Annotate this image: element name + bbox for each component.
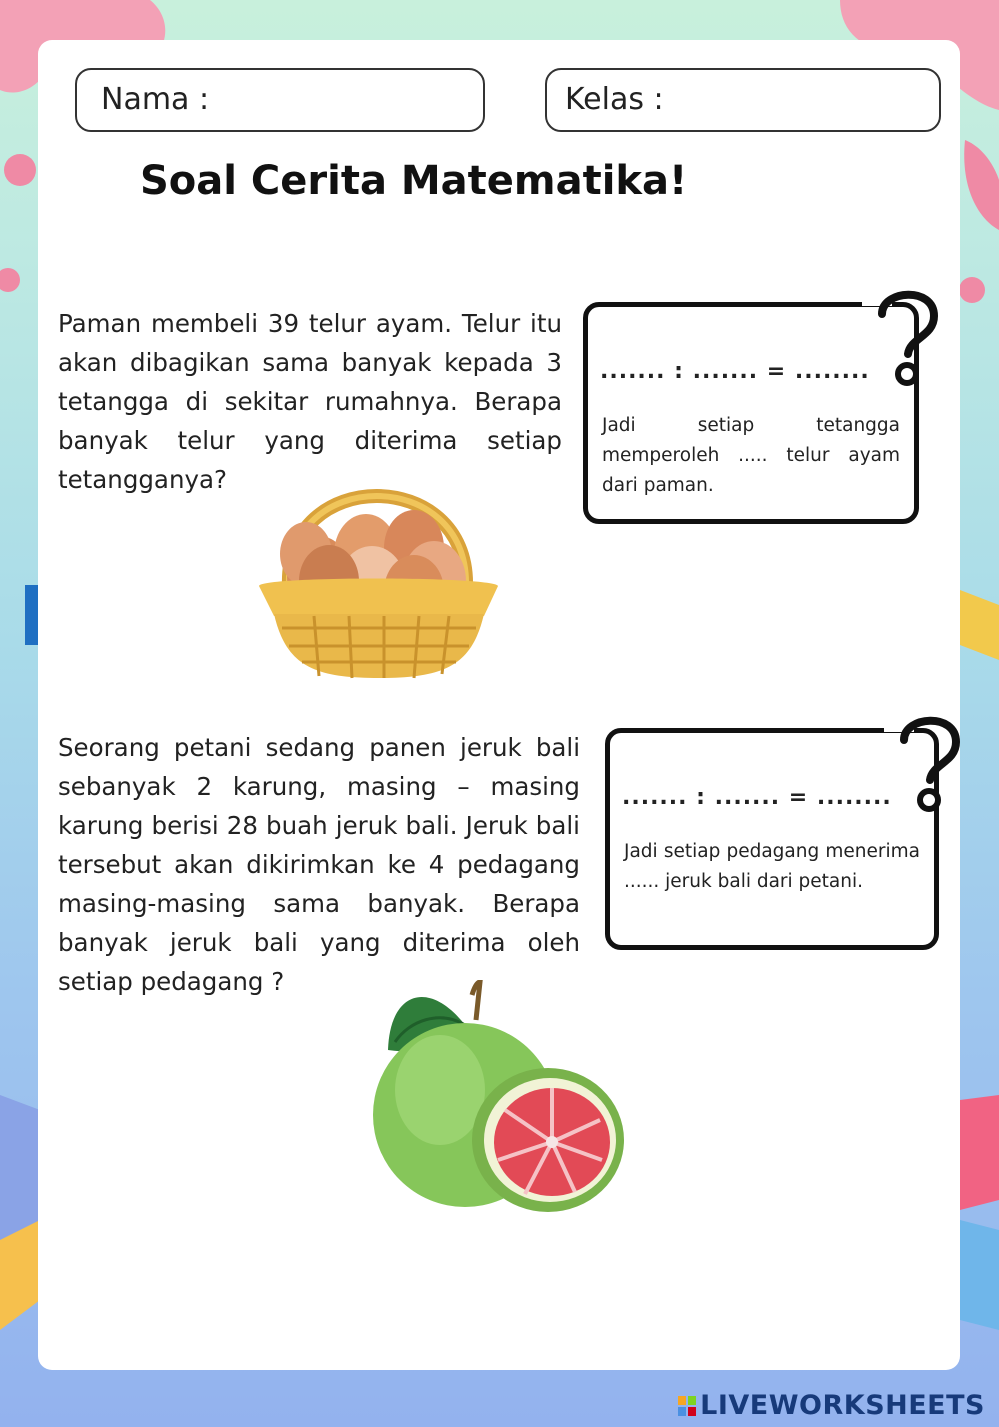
answer-statement-1[interactable]: Jadi setiap tetangga memperoleh ..... telur ayam dari paman.: [602, 415, 900, 496]
answer-statement-2[interactable]: Jadi setiap pedagang menerima ...... jeruk bali dari petani.: [624, 841, 920, 892]
footer-brand[interactable]: [678, 1390, 985, 1421]
name-input[interactable]: [207, 82, 471, 122]
pomelo-image: [370, 980, 640, 1220]
class-field[interactable]: [545, 68, 941, 132]
name-field[interactable]: [75, 68, 485, 132]
question-mark-icon: [862, 278, 942, 388]
page-title: Soal Cerita Matematika!: [140, 158, 688, 204]
egg-basket-image: [254, 456, 504, 686]
liveworksheets-logo-icon: [678, 1396, 696, 1416]
class-input[interactable]: [677, 82, 931, 122]
division-equation-2[interactable]: ....... : ....... = ........: [622, 785, 892, 810]
question-mark-icon: [884, 704, 964, 814]
class-label: Kelas :: [565, 82, 664, 117]
division-equation-1[interactable]: ....... : ....... = ........: [600, 359, 870, 384]
story-problem-1: Paman membeli 39 telur ayam. Telur itu akan dibagikan sama banyak kepada 3 tetangga di sekitar rumahnya. Berapa banyak telur yang diterima setiap tetangganya?: [58, 309, 562, 494]
story-problem-2: Seorang petani sedang panen jeruk bali sebanyak 2 karung, masing – masing karung berisi 28 buah jeruk bali. Jeruk bali tersebut akan dikirimkan ke 4 pedagang masing-masing sama banyak. Berapa banyak jeruk bali yang diterima oleh setiap pedagang ?: [58, 733, 580, 996]
footer-brand-text: LIVEWORKSHEETS: [700, 1390, 985, 1421]
name-label: Nama :: [101, 82, 210, 117]
